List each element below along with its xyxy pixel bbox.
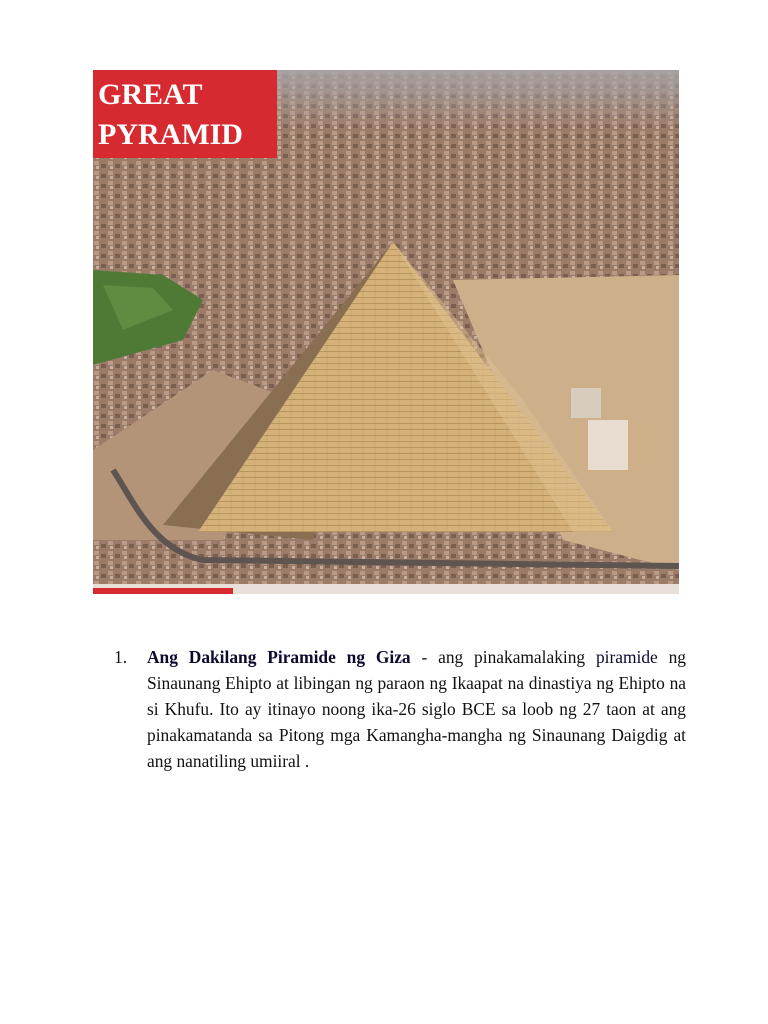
text-part-2: ng Sinaunang Ehipto at libingan ng paraon ng Ikaapat na dinastiya ng Ehipto na si Khufu. Ito ay itinayo noong ika-26 siglo BCE sa loob ng 27 taon at ang pinakamatanda sa Pitong mga Kamangha-mangha ng Sinaunang Daigdig at ang nanatiling umiiral . [147, 647, 687, 771]
list-number: 1. [114, 647, 128, 667]
term-link[interactable]: Ang Dakilang Piramide ng Giza [147, 647, 411, 667]
great-pyramid-photo [93, 70, 679, 594]
numbered-list [114, 644, 686, 774]
list-item [114, 644, 686, 774]
dash: - [410, 647, 439, 667]
badge-text-great: GREAT [98, 78, 203, 111]
badge-text-pyramid: PYRAMID [98, 118, 243, 151]
piramide-link[interactable]: piramide [595, 647, 658, 667]
text-part-1: ang pinakamalaking [438, 647, 596, 667]
list-paragraph [147, 644, 686, 774]
